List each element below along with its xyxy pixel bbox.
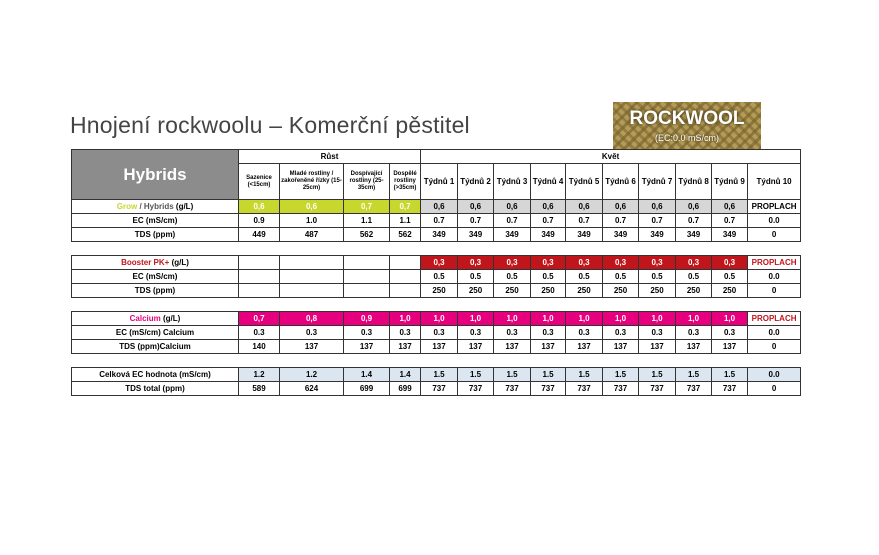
grow-row xyxy=(72,200,801,214)
spacer-row-2 xyxy=(72,298,801,312)
booster-empty-cell xyxy=(344,256,390,270)
booster-empty-cell xyxy=(280,270,344,284)
calcium-label-name: Calcium xyxy=(129,313,161,323)
calcium-ec-value: 0.3 xyxy=(421,326,458,340)
grow-value: 0,6 xyxy=(280,200,344,214)
calcium-value: 0,9 xyxy=(344,312,390,326)
week-header-10: Týdnů 10 xyxy=(748,164,801,200)
total-tds-row xyxy=(72,382,801,396)
week-header-1: Týdnů 1 xyxy=(421,164,458,200)
booster-tds-value: 0 xyxy=(748,284,801,298)
rockwool-logo xyxy=(613,102,761,150)
calcium-ec-value: 0.3 xyxy=(531,326,566,340)
calcium-value: 1,0 xyxy=(639,312,676,326)
booster-empty-cell xyxy=(390,270,421,284)
calcium-tds-label: TDS (ppm)Calcium xyxy=(72,340,239,354)
grow-value: 0,6 xyxy=(639,200,676,214)
total-ec-value: 1.5 xyxy=(421,368,458,382)
grow-tds-value: 0 xyxy=(748,228,801,242)
calcium-value: 1,0 xyxy=(494,312,531,326)
booster-tds-value: 250 xyxy=(639,284,676,298)
calcium-ec-value: 0.0 xyxy=(748,326,801,340)
grow-tds-value: 449 xyxy=(239,228,280,242)
header-row-1 xyxy=(72,150,801,164)
booster-empty-cell xyxy=(280,284,344,298)
total-ec-value: 1.4 xyxy=(390,368,421,382)
booster-tds-value: 250 xyxy=(494,284,531,298)
grow-tds-value: 349 xyxy=(458,228,494,242)
spacer xyxy=(72,242,801,256)
calcium-ec-value: 0.3 xyxy=(344,326,390,340)
total-ec-label: Celková EC hodnota (mS/cm) xyxy=(72,368,239,382)
booster-label-unit: (g/L) xyxy=(169,257,189,267)
grow-label xyxy=(72,200,239,214)
total-ec-row xyxy=(72,368,801,382)
calcium-tds-value: 137 xyxy=(603,340,639,354)
grow-ec-value: 0.7 xyxy=(494,214,531,228)
booster-ec-value: 0.5 xyxy=(712,270,748,284)
stage-header-3: Dospívající rostliny (25-35cm) xyxy=(344,164,390,200)
grow-tds-label: TDS (ppm) xyxy=(72,228,239,242)
calcium-tds-value: 137 xyxy=(494,340,531,354)
grow-tds-value: 562 xyxy=(390,228,421,242)
calcium-tds-value: 140 xyxy=(239,340,280,354)
booster-tds-value: 250 xyxy=(566,284,603,298)
calcium-value: 1,0 xyxy=(566,312,603,326)
booster-empty-cell xyxy=(344,270,390,284)
calcium-value: 1,0 xyxy=(676,312,712,326)
grow-ec-value: 0.9 xyxy=(239,214,280,228)
total-ec-value: 1.5 xyxy=(458,368,494,382)
grow-ec-value: 0.7 xyxy=(566,214,603,228)
calcium-value: 1,0 xyxy=(390,312,421,326)
total-tds-value: 589 xyxy=(239,382,280,396)
spacer-row-3 xyxy=(72,354,801,368)
booster-value: PROPLACH xyxy=(748,256,801,270)
calcium-ec-row xyxy=(72,326,801,340)
booster-empty-cell xyxy=(239,270,280,284)
total-ec-value: 1.5 xyxy=(712,368,748,382)
booster-tds-value: 250 xyxy=(712,284,748,298)
grow-tds-value: 487 xyxy=(280,228,344,242)
calcium-label-unit: (g/L) xyxy=(160,313,181,323)
stage-header-2: Mladé rostliny / zakořeněné řízky (15-25cm) xyxy=(280,164,344,200)
calcium-value: PROPLACH xyxy=(748,312,801,326)
week-header-6: Týdnů 6 xyxy=(603,164,639,200)
grow-ec-value: 1.1 xyxy=(344,214,390,228)
grow-tds-value: 349 xyxy=(494,228,531,242)
calcium-ec-value: 0.3 xyxy=(239,326,280,340)
grow-tds-value: 349 xyxy=(676,228,712,242)
total-tds-label: TDS total (ppm) xyxy=(72,382,239,396)
week-header-5: Týdnů 5 xyxy=(566,164,603,200)
booster-label xyxy=(72,256,239,270)
grow-ec-value: 1.0 xyxy=(280,214,344,228)
calcium-tds-row xyxy=(72,340,801,354)
calcium-ec-value: 0.3 xyxy=(494,326,531,340)
booster-tds-row xyxy=(72,284,801,298)
calcium-value: 0,8 xyxy=(280,312,344,326)
grow-ec-value: 0.7 xyxy=(639,214,676,228)
grow-tds-value: 349 xyxy=(531,228,566,242)
calcium-ec-value: 0.3 xyxy=(280,326,344,340)
booster-ec-value: 0.5 xyxy=(676,270,712,284)
total-tds-value: 699 xyxy=(390,382,421,396)
calcium-ec-value: 0.3 xyxy=(712,326,748,340)
grow-ec-label: EC (mS/cm) xyxy=(72,214,239,228)
total-tds-value: 737 xyxy=(531,382,566,396)
spacer xyxy=(72,354,801,368)
fertilizer-table xyxy=(71,149,801,396)
booster-row xyxy=(72,256,801,270)
stage-header-4: Dospělé rostliny (>35cm) xyxy=(390,164,421,200)
grow-ec-value: 0.7 xyxy=(458,214,494,228)
week-header-8: Týdnů 8 xyxy=(676,164,712,200)
calcium-value: 0,7 xyxy=(239,312,280,326)
grow-label-grow: Grow xyxy=(116,201,138,211)
booster-empty-cell xyxy=(280,256,344,270)
grow-tds-value: 349 xyxy=(639,228,676,242)
page-title: Hnojení rockwoolu – Komerční pěstitel xyxy=(70,112,470,138)
grow-tds-value: 349 xyxy=(603,228,639,242)
grow-value: 0,6 xyxy=(676,200,712,214)
grow-ec-value: 0.7 xyxy=(712,214,748,228)
booster-empty-cell xyxy=(239,256,280,270)
grow-ec-value: 1.1 xyxy=(390,214,421,228)
grow-tds-value: 562 xyxy=(344,228,390,242)
grow-value: 0,6 xyxy=(458,200,494,214)
total-ec-value: 1.5 xyxy=(566,368,603,382)
total-tds-value: 624 xyxy=(280,382,344,396)
total-ec-value: 1.4 xyxy=(344,368,390,382)
booster-ec-value: 0.5 xyxy=(458,270,494,284)
grow-value: 0,6 xyxy=(712,200,748,214)
calcium-ec-label: EC (mS/cm) Calcium xyxy=(72,326,239,340)
booster-value: 0,3 xyxy=(639,256,676,270)
total-ec-value: 1.5 xyxy=(603,368,639,382)
grow-tds-value: 349 xyxy=(421,228,458,242)
total-ec-value: 1.5 xyxy=(676,368,712,382)
booster-empty-cell xyxy=(390,284,421,298)
calcium-ec-value: 0.3 xyxy=(566,326,603,340)
logo-brand: ROCKWOOL xyxy=(629,108,745,129)
calcium-value: 1,0 xyxy=(421,312,458,326)
booster-ec-value: 0.5 xyxy=(531,270,566,284)
calcium-tds-value: 137 xyxy=(531,340,566,354)
total-ec-value: 1.5 xyxy=(494,368,531,382)
grow-tds-value: 349 xyxy=(712,228,748,242)
booster-ec-value: 0.5 xyxy=(639,270,676,284)
total-ec-value: 1.2 xyxy=(239,368,280,382)
hybrids-header: Hybrids xyxy=(72,150,239,200)
grow-tds-row xyxy=(72,228,801,242)
booster-empty-cell xyxy=(239,284,280,298)
total-ec-value: 1.5 xyxy=(531,368,566,382)
total-tds-value: 737 xyxy=(421,382,458,396)
week-header-7: Týdnů 7 xyxy=(639,164,676,200)
calcium-tds-value: 137 xyxy=(421,340,458,354)
grow-label-unit: (g/L) xyxy=(173,201,194,211)
calcium-tds-value: 137 xyxy=(676,340,712,354)
calcium-tds-value: 137 xyxy=(390,340,421,354)
booster-ec-label: EC (mS/cm) xyxy=(72,270,239,284)
booster-value: 0,3 xyxy=(458,256,494,270)
booster-ec-value: 0.5 xyxy=(421,270,458,284)
grow-value: 0,7 xyxy=(390,200,421,214)
grow-value: PROPLACH xyxy=(748,200,801,214)
total-tds-value: 0 xyxy=(748,382,801,396)
grow-ec-value: 0.7 xyxy=(531,214,566,228)
grow-label-hybrids: Hybrids xyxy=(143,201,174,211)
booster-ec-value: 0.0 xyxy=(748,270,801,284)
logo-ec-subtitle: (EC:0.0 mS/cm) xyxy=(654,133,719,143)
calcium-tds-value: 137 xyxy=(280,340,344,354)
grow-ec-value: 0.7 xyxy=(676,214,712,228)
calcium-tds-value: 137 xyxy=(566,340,603,354)
grow-label-separator: / xyxy=(137,201,144,211)
total-tds-value: 737 xyxy=(494,382,531,396)
booster-value: 0,3 xyxy=(603,256,639,270)
calcium-value: 1,0 xyxy=(458,312,494,326)
calcium-tds-value: 137 xyxy=(639,340,676,354)
grow-value: 0,6 xyxy=(239,200,280,214)
booster-tds-label: TDS (ppm) xyxy=(72,284,239,298)
booster-empty-cell xyxy=(390,256,421,270)
grow-value: 0,6 xyxy=(603,200,639,214)
booster-tds-value: 250 xyxy=(458,284,494,298)
total-tds-value: 737 xyxy=(566,382,603,396)
total-ec-value: 0.0 xyxy=(748,368,801,382)
booster-ec-value: 0.5 xyxy=(494,270,531,284)
booster-value: 0,3 xyxy=(566,256,603,270)
calcium-tds-value: 137 xyxy=(344,340,390,354)
booster-label-name: Booster PK+ xyxy=(121,257,170,267)
calcium-ec-value: 0.3 xyxy=(603,326,639,340)
grow-value: 0,6 xyxy=(421,200,458,214)
grow-value: 0,6 xyxy=(494,200,531,214)
grow-value: 0,6 xyxy=(531,200,566,214)
total-tds-value: 737 xyxy=(639,382,676,396)
booster-value: 0,3 xyxy=(531,256,566,270)
total-tds-value: 737 xyxy=(676,382,712,396)
calcium-tds-value: 137 xyxy=(712,340,748,354)
week-header-9: Týdnů 9 xyxy=(712,164,748,200)
booster-tds-value: 250 xyxy=(421,284,458,298)
stage-header-1: Sazenice (<15cm) xyxy=(239,164,280,200)
calcium-ec-value: 0.3 xyxy=(639,326,676,340)
week-header-2: Týdnů 2 xyxy=(458,164,494,200)
calcium-ec-value: 0.3 xyxy=(676,326,712,340)
booster-ec-value: 0.5 xyxy=(566,270,603,284)
booster-value: 0,3 xyxy=(494,256,531,270)
calcium-tds-value: 137 xyxy=(458,340,494,354)
calcium-value: 1,0 xyxy=(603,312,639,326)
calcium-value: 1,0 xyxy=(531,312,566,326)
total-ec-value: 1.5 xyxy=(639,368,676,382)
total-tds-value: 737 xyxy=(603,382,639,396)
grow-ec-value: 0.0 xyxy=(748,214,801,228)
booster-value: 0,3 xyxy=(712,256,748,270)
rust-header: Růst xyxy=(239,150,421,164)
booster-tds-value: 250 xyxy=(531,284,566,298)
calcium-ec-value: 0.3 xyxy=(458,326,494,340)
total-tds-value: 737 xyxy=(458,382,494,396)
booster-tds-value: 250 xyxy=(676,284,712,298)
grow-value: 0,7 xyxy=(344,200,390,214)
grow-value: 0,6 xyxy=(566,200,603,214)
calcium-label xyxy=(72,312,239,326)
total-tds-value: 699 xyxy=(344,382,390,396)
week-header-4: Týdnů 4 xyxy=(531,164,566,200)
spacer-row-1 xyxy=(72,242,801,256)
calcium-value: 1,0 xyxy=(712,312,748,326)
calcium-tds-value: 0 xyxy=(748,340,801,354)
calcium-ec-value: 0.3 xyxy=(390,326,421,340)
booster-tds-value: 250 xyxy=(603,284,639,298)
booster-value: 0,3 xyxy=(676,256,712,270)
booster-ec-value: 0.5 xyxy=(603,270,639,284)
total-tds-value: 737 xyxy=(712,382,748,396)
grow-ec-value: 0.7 xyxy=(421,214,458,228)
grow-ec-row xyxy=(72,214,801,228)
grow-ec-value: 0.7 xyxy=(603,214,639,228)
booster-ec-row xyxy=(72,270,801,284)
booster-value: 0,3 xyxy=(421,256,458,270)
calcium-row xyxy=(72,312,801,326)
total-ec-value: 1.2 xyxy=(280,368,344,382)
booster-empty-cell xyxy=(344,284,390,298)
spacer xyxy=(72,298,801,312)
kvet-header: Květ xyxy=(421,150,801,164)
grow-tds-value: 349 xyxy=(566,228,603,242)
week-header-3: Týdnů 3 xyxy=(494,164,531,200)
